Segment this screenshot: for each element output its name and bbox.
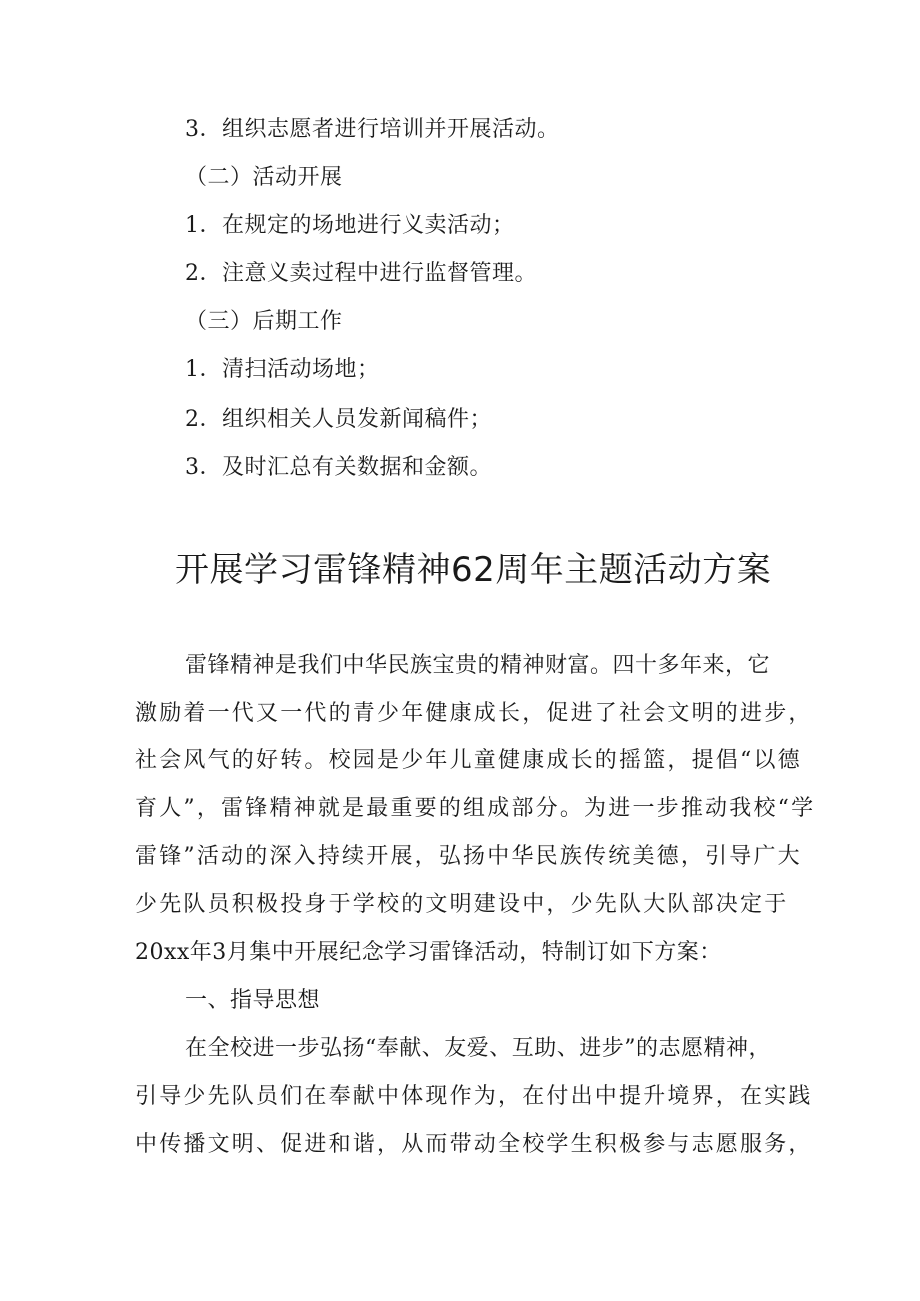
paragraph-line: 激励着一代又一代的青少年健康成长，促进了社会文明的进步，: [135, 701, 813, 726]
paragraph-line: 20xx年3月集中开展纪念学习雷锋活动，特制订如下方案：: [135, 940, 722, 965]
list-item: 3．及时汇总有关数据和金额。: [185, 455, 492, 480]
subsection-heading: （三）后期工作: [185, 309, 343, 334]
subsection-heading: （二）活动开展: [185, 165, 343, 190]
list-item: 1．在规定的场地进行义卖活动；: [185, 213, 515, 238]
paragraph-line: 少先队员积极投身于学校的文明建设中，少先队大队部决定于: [135, 892, 789, 917]
paragraph-line: 引导少先队员们在奉献中体现作为，在付出中提升境界，在实践: [135, 1084, 813, 1109]
paragraph-line: 育人”，雷锋精神就是最重要的组成部分。为进一步推动我校“学: [135, 796, 816, 821]
paragraph-line: 在全校进一步弘扬“奉献、友爱、互助、进步”的志愿精神，: [185, 1036, 771, 1061]
paragraph-line: 社会风气的好转。校园是少年儿童健康成长的摇篮，提倡“以德: [135, 748, 802, 773]
paragraph-line: 雷锋精神是我们中华民族宝贵的精神财富。四十多年来，它: [185, 653, 771, 678]
list-item: 2．注意义卖过程中进行监督管理。: [185, 261, 537, 286]
paragraph-line: 雷锋”活动的深入持续开展，弘扬中华民族传统美德，引导广大: [135, 844, 802, 869]
list-item: 3．组织志愿者进行培训并开展活动。: [185, 117, 560, 142]
list-item: 2．组织相关人员发新闻稿件；: [185, 407, 492, 432]
paragraph-line: 中传播文明、促进和谐，从而带动全校学生积极参与志愿服务，: [135, 1132, 813, 1157]
page-title: 开展学习雷锋精神62周年主题活动方案: [175, 550, 772, 590]
section-heading: 一、指导思想: [185, 988, 321, 1013]
list-item: 1．清扫活动场地；: [185, 357, 380, 382]
